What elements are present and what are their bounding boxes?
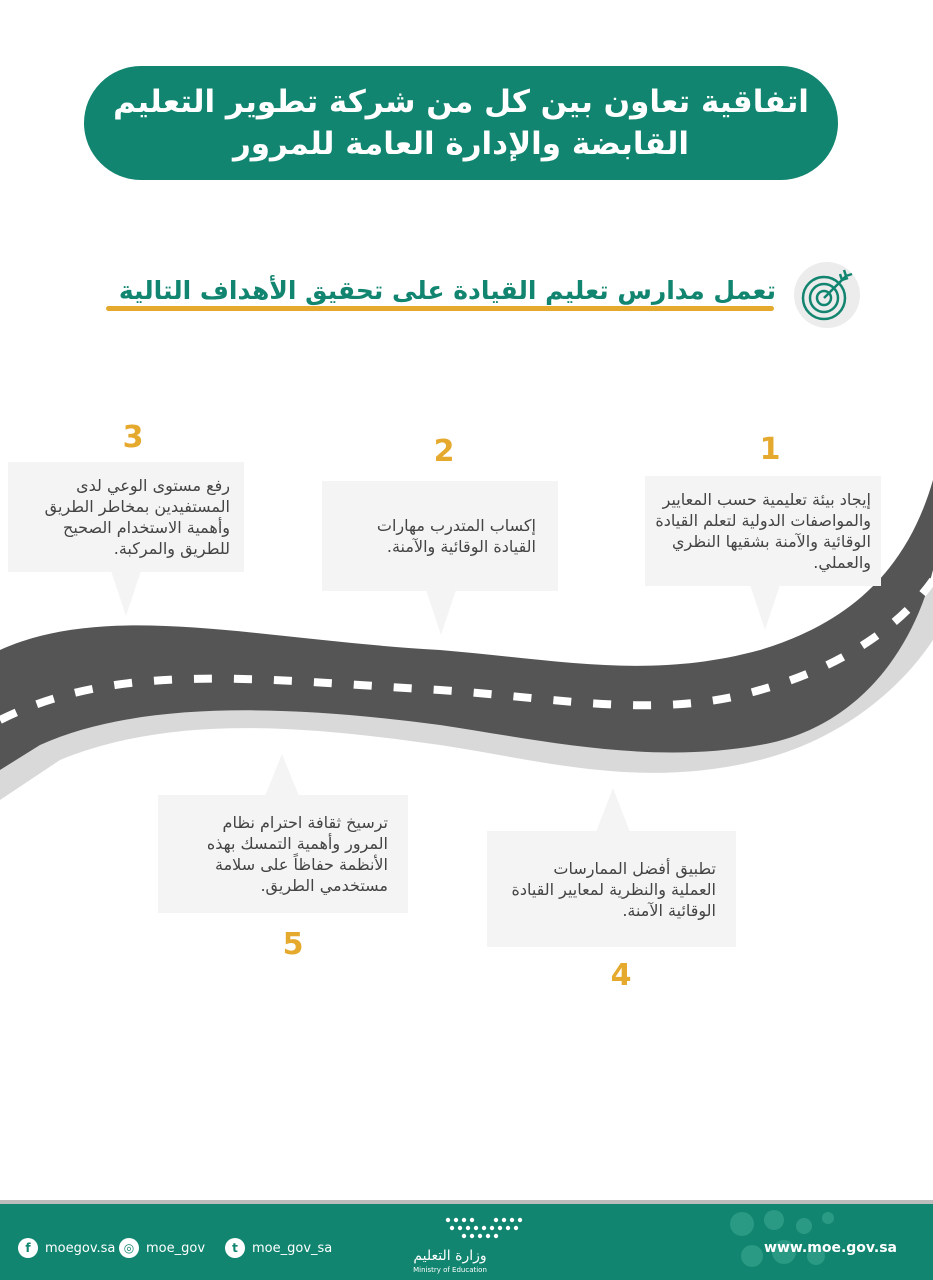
goal-pointer-5 bbox=[265, 754, 299, 796]
goal-text-2: إكساب المتدرب مهارات القيادة الوقائية والآمنة. bbox=[376, 516, 536, 556]
goal-pointer-2 bbox=[426, 590, 456, 635]
footer-divider bbox=[0, 1200, 933, 1204]
goal-pointer-1 bbox=[750, 585, 780, 630]
facebook-link[interactable] bbox=[18, 1238, 115, 1258]
goal-number-3: 3 bbox=[122, 420, 144, 455]
title-line-1: اتفاقية تعاون بين كل من شركة تطوير التعليم bbox=[113, 84, 809, 120]
goal-number-5: 5 bbox=[282, 927, 304, 962]
ministry-logo-mark bbox=[444, 1214, 530, 1244]
goal-callout-5 bbox=[158, 795, 408, 913]
instagram-handle: moe_gov bbox=[146, 1240, 206, 1256]
goal-callout-1 bbox=[645, 476, 881, 586]
goal-text-4: تطبيق أفضل الممارسات العملية والنظرية لمعايير القيادة الوقائية الآمنة. bbox=[511, 858, 716, 920]
goal-number-4: 4 bbox=[610, 958, 632, 993]
ministry-logo-english: Ministry of Education bbox=[413, 1266, 487, 1274]
goal-number-2: 2 bbox=[433, 434, 455, 469]
goal-number-1: 1 bbox=[759, 432, 781, 467]
goals-heading: تعمل مدارس تعليم القيادة على تحقيق الأهداف التالية bbox=[118, 276, 776, 305]
goal-callout-4 bbox=[487, 831, 736, 947]
goal-callout-2 bbox=[322, 481, 558, 591]
facebook-handle: moegov.sa bbox=[45, 1240, 116, 1256]
goal-pointer-4 bbox=[596, 788, 630, 832]
ministry-logo-arabic: وزارة التعليم bbox=[413, 1248, 487, 1264]
goal-callout-3 bbox=[8, 462, 244, 572]
instagram-icon: ◎ bbox=[119, 1238, 139, 1258]
twitter-icon: t bbox=[225, 1238, 245, 1258]
facebook-icon: f bbox=[18, 1238, 38, 1258]
website-link[interactable]: www.moe.gov.sa bbox=[764, 1240, 897, 1256]
goal-pointer-3 bbox=[111, 571, 141, 616]
goal-text-1: إيجاد بيئة تعليمية حسب المعايير والمواصفات الدولية لتعلم القيادة الوقائية والآمنة بشقيها النظري والعملي. bbox=[655, 490, 871, 572]
twitter-link[interactable] bbox=[225, 1238, 332, 1258]
instagram-link[interactable] bbox=[119, 1238, 205, 1258]
goal-text-3: رفع مستوى الوعي لدى المستفيدين بمخاطر الطريق وأهمية الاستخدام الصحيح للطريق والمركبة. bbox=[44, 476, 230, 558]
goal-text-5: ترسيخ ثقافة احترام نظام المرور وأهمية التمسك بهذه الأنظمة حفاظاً على سلامة مستخدمي الطريق. bbox=[206, 813, 388, 895]
twitter-handle: moe_gov_sa bbox=[252, 1240, 333, 1256]
footer bbox=[0, 1200, 933, 1280]
title-line-2: القابضة والإدارة العامة للمرور bbox=[232, 126, 690, 162]
